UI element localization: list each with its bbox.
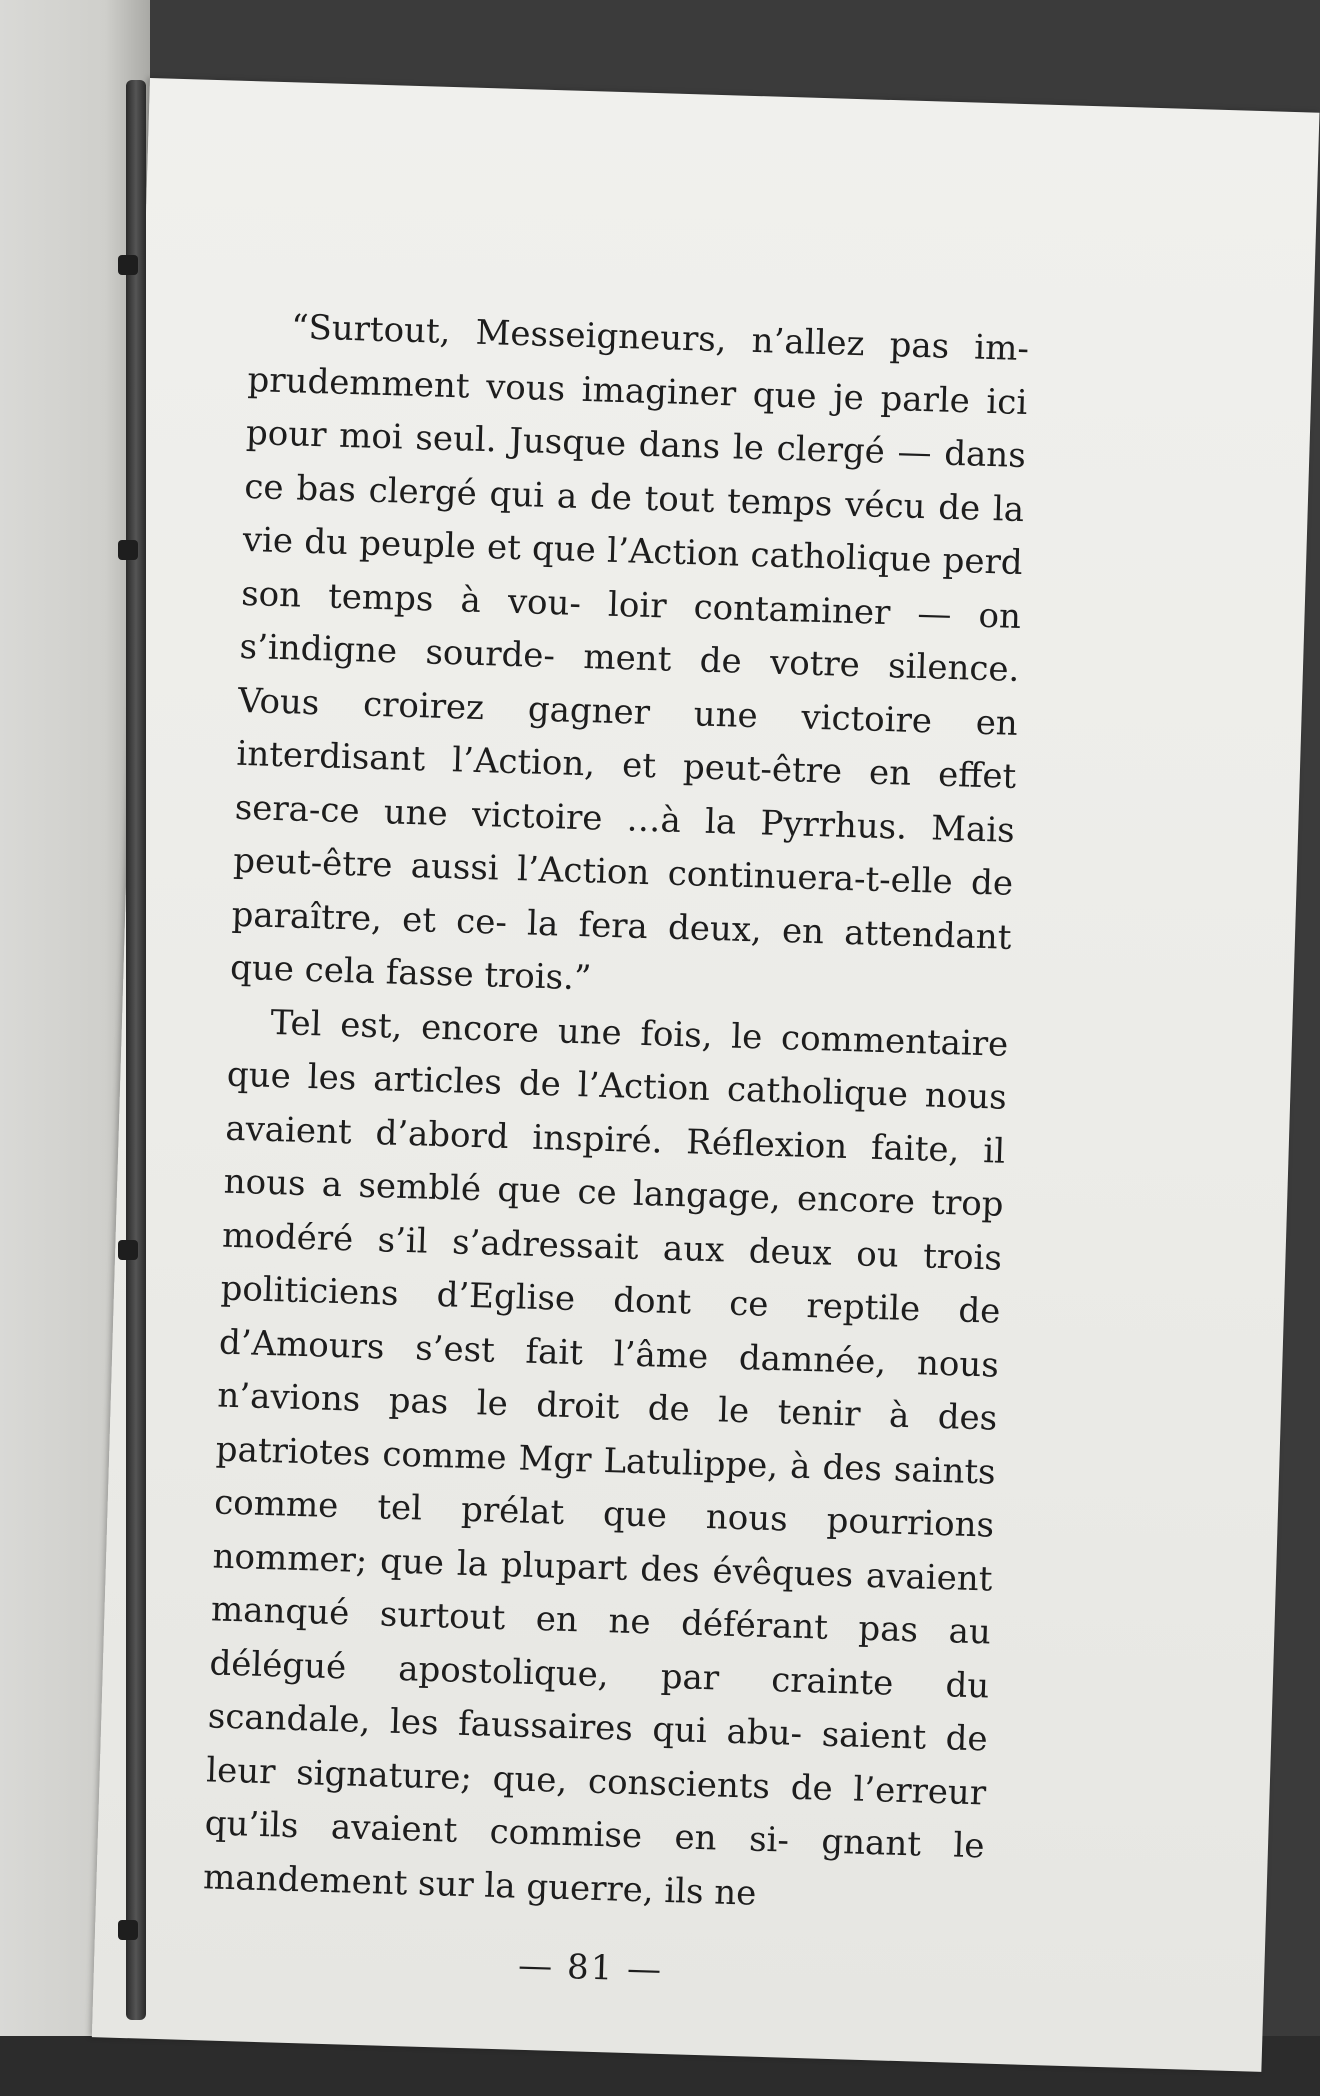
text-line: ment de votre silence. Vous croirez	[237, 637, 1020, 728]
text-line: …à la Pyrrhus. Mais peut-être aussi	[232, 798, 1016, 889]
text-line: d’Amours s’est fait l’âme damnée, nous	[218, 1322, 1000, 1386]
text-line: que les articles de l’Action catholique nous	[226, 1054, 1008, 1118]
text-line: et peut-être en effet sera-ce une victoire	[234, 745, 1017, 839]
text-line: à des patriotes comme Mgr Latulippe, à	[215, 1395, 998, 1487]
text-line: “Surtout, Messeigneurs, n’allez pas im-	[290, 307, 1030, 370]
text-line: gnant le mandement sur la guerre, ils ne	[202, 1821, 986, 1914]
text-line: il nous a semblé que ce langage, encore	[223, 1130, 1006, 1223]
text-line: prudemment vous imaginer que je parle	[247, 359, 971, 421]
text-line: ici pour moi seul. Jusque dans le clergé	[245, 381, 1028, 472]
text-line: crainte du scandale, les faussaires qui abu-	[207, 1659, 990, 1755]
text-line: saient de leur signature; que, conscients	[205, 1714, 989, 1807]
text-line: gagner une victoire en interdisant l’Action,	[235, 688, 1019, 785]
text-line: déférant pas au délégué apostolique, par	[208, 1603, 992, 1699]
binding-stitch	[118, 255, 138, 275]
text-line: l’Action catholique perd son temps à vou-	[240, 530, 1024, 624]
text-line: la fera deux, en attendant que cela fasse	[229, 903, 1013, 995]
text-line: — dans ce bas clergé qui a de tout temps	[243, 432, 1027, 524]
text-line: l’Action continuera-t-elle de paraître, et ce-	[231, 849, 1014, 943]
text-line: trop modéré s’il s’adressait aux deux ou	[221, 1182, 1005, 1276]
text-line: pourrions nommer; que la plupart des	[212, 1500, 995, 1591]
body-text	[200, 300, 1030, 2007]
text-line: trois politiciens d’Eglise dont ce reptile de	[220, 1235, 1003, 1332]
text-line: Tel est, encore une fois, le commentaire	[269, 1002, 1009, 1065]
page-number: — 81 —	[517, 1945, 664, 1990]
text-line: loir contaminer — on s’indigne sourde-	[239, 584, 1022, 677]
text-line: de l’erreur qu’ils avaient commise en si-	[204, 1767, 987, 1861]
text-line: n’avions pas le droit de le tenir	[216, 1375, 862, 1435]
text-line: trois.”	[483, 955, 592, 999]
binding-stitch	[118, 1240, 138, 1260]
binding-stitch	[118, 1920, 138, 1940]
book-spine	[126, 80, 146, 2020]
text-line: des saints comme tel prélat que nous	[213, 1447, 997, 1540]
text-line: évêques avaient manqué surtout en ne	[210, 1550, 993, 1643]
paragraph-quote	[229, 300, 1029, 1018]
text-line: vécu de la vie du peuple et que	[242, 484, 1025, 571]
binding-stitch	[118, 540, 138, 560]
text-line: avaient d’abord inspiré. Réflexion faite,	[224, 1108, 961, 1170]
paragraph-commentary	[202, 995, 1009, 1927]
